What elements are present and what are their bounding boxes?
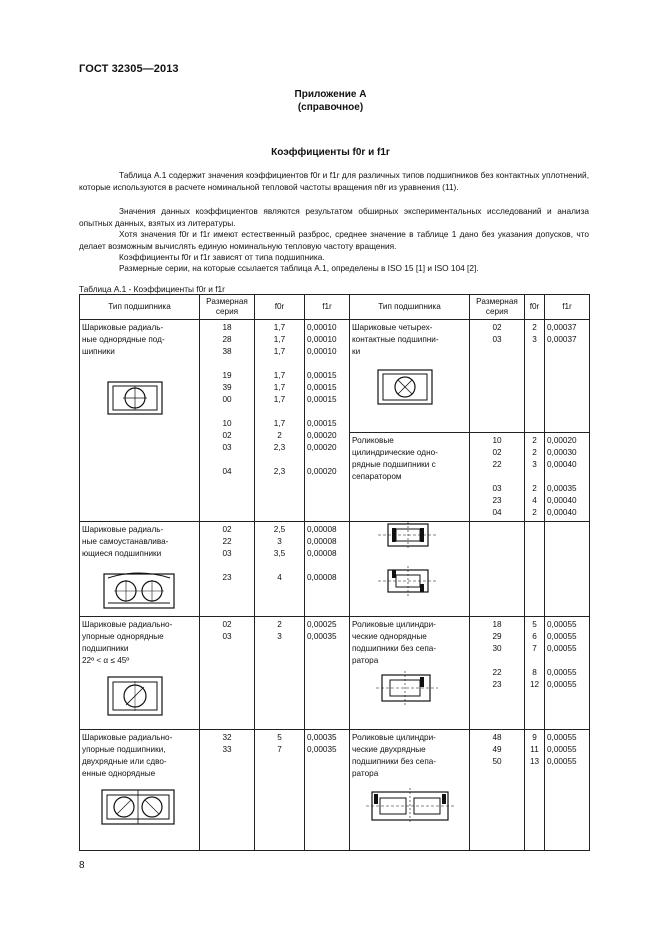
table-row (80, 320, 590, 522)
table-row (80, 617, 590, 730)
bearing-type-cell (80, 320, 200, 522)
appendix-title: Приложение А (294, 89, 367, 100)
coefficients-table (79, 294, 590, 851)
header-f1r: f1r (305, 295, 350, 320)
header-f0r-2: f0r (525, 295, 545, 320)
paragraph-4: Коэффициенты f0r и f1r зависят от типа подшипника. (119, 252, 325, 262)
f1r-cell: 0,00055 0,00055 0,00055 0,00055 0,00055 (545, 617, 590, 730)
page-number: 8 (79, 860, 85, 871)
header-series: Размерная серия (200, 295, 255, 320)
f0r-cell: 2,5 3 3,5 4 (255, 522, 305, 617)
appendix-subtitle: (справочное) (297, 102, 364, 113)
double-row-angular-contact-ball-bearing-icon (98, 786, 182, 830)
f1r-cell: 0,00035 0,00035 (305, 730, 350, 851)
table-header-row (80, 295, 590, 320)
series-cell: 02 03 (200, 617, 255, 730)
section-title: Коэффициенты f0r и f1r (271, 147, 390, 158)
bearing-type-label: Роликовые цилиндри- ческие однорядные подшипники без сепа- ратора (352, 620, 437, 665)
series-cell: 18 29 30 22 23 (470, 617, 525, 730)
f0r-cell: 2 3 2 2 3 2 4 2 (525, 320, 545, 522)
bearing-type-cell (80, 617, 200, 730)
series-cell: 02 03 10 02 22 03 23 04 (470, 320, 525, 522)
self-aligning-ball-bearing-icon (100, 570, 180, 612)
bearing-type-label: Шариковые радиально- упорные однорядные подшипники 22º < α ≤ 45º (82, 620, 173, 665)
header-series-2: Размерная серия (470, 295, 525, 320)
paragraph-2: Значения данных коэффициентов являются результатом обширных экспериментальных исследований и анализа опытных данных, взятых из литературы. (79, 206, 589, 228)
f1r-cell: 0,00037 0,00037 0,00020 0,00030 0,00040 0,00035 0,00040 0,00040 (545, 320, 590, 522)
table-row (80, 730, 590, 851)
header-type: Тип подшипника (80, 295, 200, 320)
double-row-cylindrical-roller-bearing-icon (366, 788, 456, 828)
series-cell: 48 49 50 (470, 730, 525, 851)
bearing-type-label: Шариковые радиально- упорные подшипники, двухрядные или сдво- енные однорядные (82, 733, 173, 778)
bearing-type-cell (350, 320, 470, 522)
appendix-heading (0, 88, 661, 114)
f0r-cell: 2 3 (255, 617, 305, 730)
f1r-cell: 0,00055 0,00055 0,00055 (545, 730, 590, 851)
table-caption: Таблица А.1 - Коэффициенты f0r и f1r (79, 284, 225, 294)
four-point-contact-ball-bearing-icon (374, 364, 444, 414)
header-f1r-2: f1r (545, 295, 590, 320)
table-row (80, 522, 590, 617)
f0r-cell: 5 6 7 8 12 (525, 617, 545, 730)
angular-contact-ball-bearing-icon (104, 673, 174, 723)
bearing-type-cell (80, 730, 200, 851)
f1r-cell: 0,00008 0,00008 0,00008 0,00008 (305, 522, 350, 617)
series-cell: 18 28 38 19 39 00 10 02 03 04 (200, 320, 255, 522)
deep-groove-ball-bearing-icon (104, 374, 174, 424)
bearing-type-cell (350, 730, 470, 851)
f0r-cell: 5 7 (255, 730, 305, 851)
f0r-cell: 9 11 13 (525, 730, 545, 851)
bearing-type-cell (350, 617, 470, 730)
bearing-type-cell (80, 522, 200, 617)
full-complement-roller-bearing-icon (374, 671, 444, 711)
bearing-type-label: Шариковые радиаль- ные самоустанавлива- ющиеся подшипники (82, 525, 169, 558)
f0r-cell: 1,7 1,7 1,7 1,7 1,7 1,7 1,7 2 2,3 2,3 (255, 320, 305, 522)
cylindrical-roller-figures (350, 522, 470, 617)
cylindrical-roller-bearing-icon (374, 522, 444, 602)
paragraph-3: Хотя значения f0r и f1r имеют естественный разброс, среднее значение в таблице 1 дано без указания допусков, что делает возможным вычислять единую номинальную тепловую частоту вращения. (79, 229, 589, 251)
paragraph-5: Размерные серии, на которые ссылается таблица А.1, определены в ISO 15 [1] и ISO 104 [2]. (119, 263, 479, 273)
bearing-type-label: Шариковые четырех- контактные подшипни- ки (352, 323, 439, 356)
header-type-2: Тип подшипника (350, 295, 470, 320)
bearing-type-label: Шариковые радиаль- ные однорядные под- шипники (82, 323, 165, 356)
bearing-type-label: Роликовые цилиндрические одно- рядные подшипники с сепаратором (352, 436, 438, 481)
f1r-cell: 0,00010 0,00010 0,00010 0,00015 0,00015 0,00015 0,00015 0,00020 0,00020 0,00020 (305, 320, 350, 522)
paragraph-1: Таблица А.1 содержит значения коэффициентов f0r и f1r для различных типов подшипников без контактных уплотнений, которые используются в расчете номинальной тепловой частоты вращения nθr из уравнения (11). (79, 170, 589, 192)
series-cell: 32 33 (200, 730, 255, 851)
f1r-cell: 0,00025 0,00035 (305, 617, 350, 730)
series-cell: 02 22 03 23 (200, 522, 255, 617)
bearing-type-label: Роликовые цилиндри- ческие двухрядные подшипники без сепа- ратора (352, 733, 437, 778)
document-code: ГОСТ 32305—2013 (79, 63, 179, 75)
header-f0r: f0r (255, 295, 305, 320)
